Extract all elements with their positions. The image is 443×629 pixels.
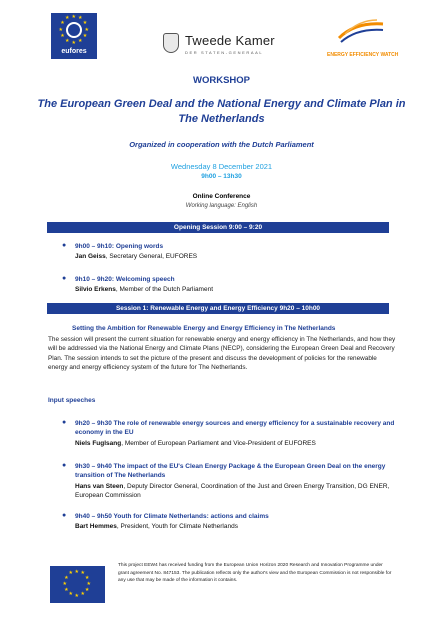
swoosh-icon <box>337 18 385 44</box>
eu-star-icon: ★ <box>78 15 83 22</box>
bullet-icon: ● <box>62 512 67 519</box>
eu-star-icon: ★ <box>68 590 73 597</box>
speaker-name: Hans van Steen <box>75 483 124 490</box>
agenda-item-speaker <box>75 522 405 531</box>
energy-efficiency-watch-logo <box>327 18 399 58</box>
speaker-name: Niels Fuglsang <box>75 440 122 447</box>
agenda-item-speaker <box>75 252 197 261</box>
bullet-icon: ● <box>62 419 67 426</box>
eu-star-icon: ★ <box>58 26 63 33</box>
eu-star-icon: ★ <box>86 580 91 587</box>
main-title: The European Green Deal and the National Energy and Climate Plan in The Netherlands <box>37 98 406 125</box>
eu-star-icon: ★ <box>68 570 73 577</box>
eu-emblem-icon <box>66 22 82 38</box>
speaker-role: , President, Youth for Climate Netherlands <box>116 523 238 530</box>
eu-star-icon: ★ <box>71 13 76 20</box>
bullet-icon: ● <box>62 275 67 282</box>
opening-session-bar: Opening Session 9:00 – 9:20 <box>47 222 389 233</box>
speaker-role: , Member of European Parliament and Vice-President of EUFORES <box>121 440 316 447</box>
crest-icon <box>163 33 179 53</box>
eu-star-icon: ★ <box>80 590 85 597</box>
funding-disclaimer: This project EEW4 has received funding from the European Union Horizon 2020 Research and Innovation Programme under grant agreement No. 847153. The publication reflects only the author's view and the European Commission is not responsible for any use that may be made of the information it contains. <box>118 563 392 584</box>
bullet-icon: ● <box>62 462 67 469</box>
eu-star-icon: ★ <box>84 574 90 581</box>
eu-star-icon: ★ <box>65 15 70 22</box>
online-conference-label: Online Conference <box>192 193 251 200</box>
eu-flag-icon <box>50 566 105 603</box>
eu-star-icon: ★ <box>65 37 70 44</box>
speaker-role: , Member of the Dutch Parliament <box>115 286 214 293</box>
bullet-icon: ● <box>62 242 67 249</box>
agenda-item-title: 9h20 – 9h30 The role of renewable energy sources and energy efficiency for a sustainable recovery and economy in the EU <box>75 420 395 436</box>
eu-star-icon: ★ <box>74 568 79 575</box>
eu-star-icon: ★ <box>84 26 89 33</box>
session-1-subheading: Setting the Ambition for Renewable Energy and Energy Efficiency in The Netherlands <box>72 325 336 332</box>
speaker-role: , Deputy Director General, Coordination of the Just and Green Energy Transition, DG ENER, European Commission <box>75 483 390 499</box>
speaker-name: Jan Geiss <box>75 253 106 260</box>
speaker-name: Silvio Erkens <box>75 286 116 293</box>
working-language: Working language: English <box>185 203 258 209</box>
agenda-item-title: 9h10 – 9h20: Welcoming speech <box>75 276 175 283</box>
agenda-item-speaker <box>75 439 405 448</box>
session-1-description: The session will present the current situation for renewable energy and energy efficiency in The Netherlands, and how they will be addressed via the National Energy and Climate Plans (NECP), considering the European Green Deal and Recovery Plan. The session intends to set the picture of the present and discuss the development of policies for the renewable energy and energy efficiency system of the future for The Netherlands. <box>48 336 396 372</box>
eu-star-icon: ★ <box>80 570 85 577</box>
eufores-logo <box>51 13 97 59</box>
organized-note: Organized in cooperation with the Dutch Parliament <box>129 140 314 149</box>
event-time: 9h00 – 13h30 <box>201 173 242 180</box>
tweede-kamer-name: Tweede Kamer <box>185 33 275 48</box>
input-speeches-heading: Input speeches <box>48 397 96 404</box>
agenda-item-title: 9h30 – 9h40 The impact of the EU's Clean Energy Package & the European Green Deal on the energy transition of The Netherlands <box>75 463 386 479</box>
eu-star-icon: ★ <box>84 586 90 593</box>
eufores-logo-text: eufores <box>61 48 87 55</box>
eu-star-icon: ★ <box>60 33 65 39</box>
event-date: Wednesday 8 December 2021 <box>170 162 273 171</box>
eu-star-icon: ★ <box>64 586 69 593</box>
eu-star-icon: ★ <box>78 37 83 44</box>
agenda-item-title: 9h40 – 9h50 Youth for Climate Netherlands: actions and claims <box>75 513 269 520</box>
eu-star-icon: ★ <box>60 20 65 26</box>
eu-star-icon: ★ <box>82 33 88 39</box>
tweede-kamer-subtitle: DER STATEN-GENERAAL <box>185 50 264 55</box>
speaker-role: , Secretary General, EUFORES <box>105 253 198 260</box>
eu-star-icon: ★ <box>74 592 79 599</box>
agenda-item-title: 9h00 – 9h10: Opening words <box>75 243 164 250</box>
eu-star-icon: ★ <box>71 39 76 46</box>
eu-star-icon: ★ <box>64 574 69 581</box>
agenda-item-speaker <box>75 285 213 294</box>
eu-star-icon: ★ <box>62 580 67 587</box>
agenda-item-speaker <box>75 482 395 500</box>
speaker-name: Bart Hemmes <box>75 523 117 530</box>
eew-logo-text: ENERGY EFFICIENCY WATCH <box>327 52 399 58</box>
eu-star-icon: ★ <box>82 20 88 26</box>
session-1-bar: Session 1: Renewable Energy and Energy Efficiency 9h20 – 10h00 <box>47 303 389 314</box>
workshop-label: WORKSHOP <box>193 75 250 86</box>
